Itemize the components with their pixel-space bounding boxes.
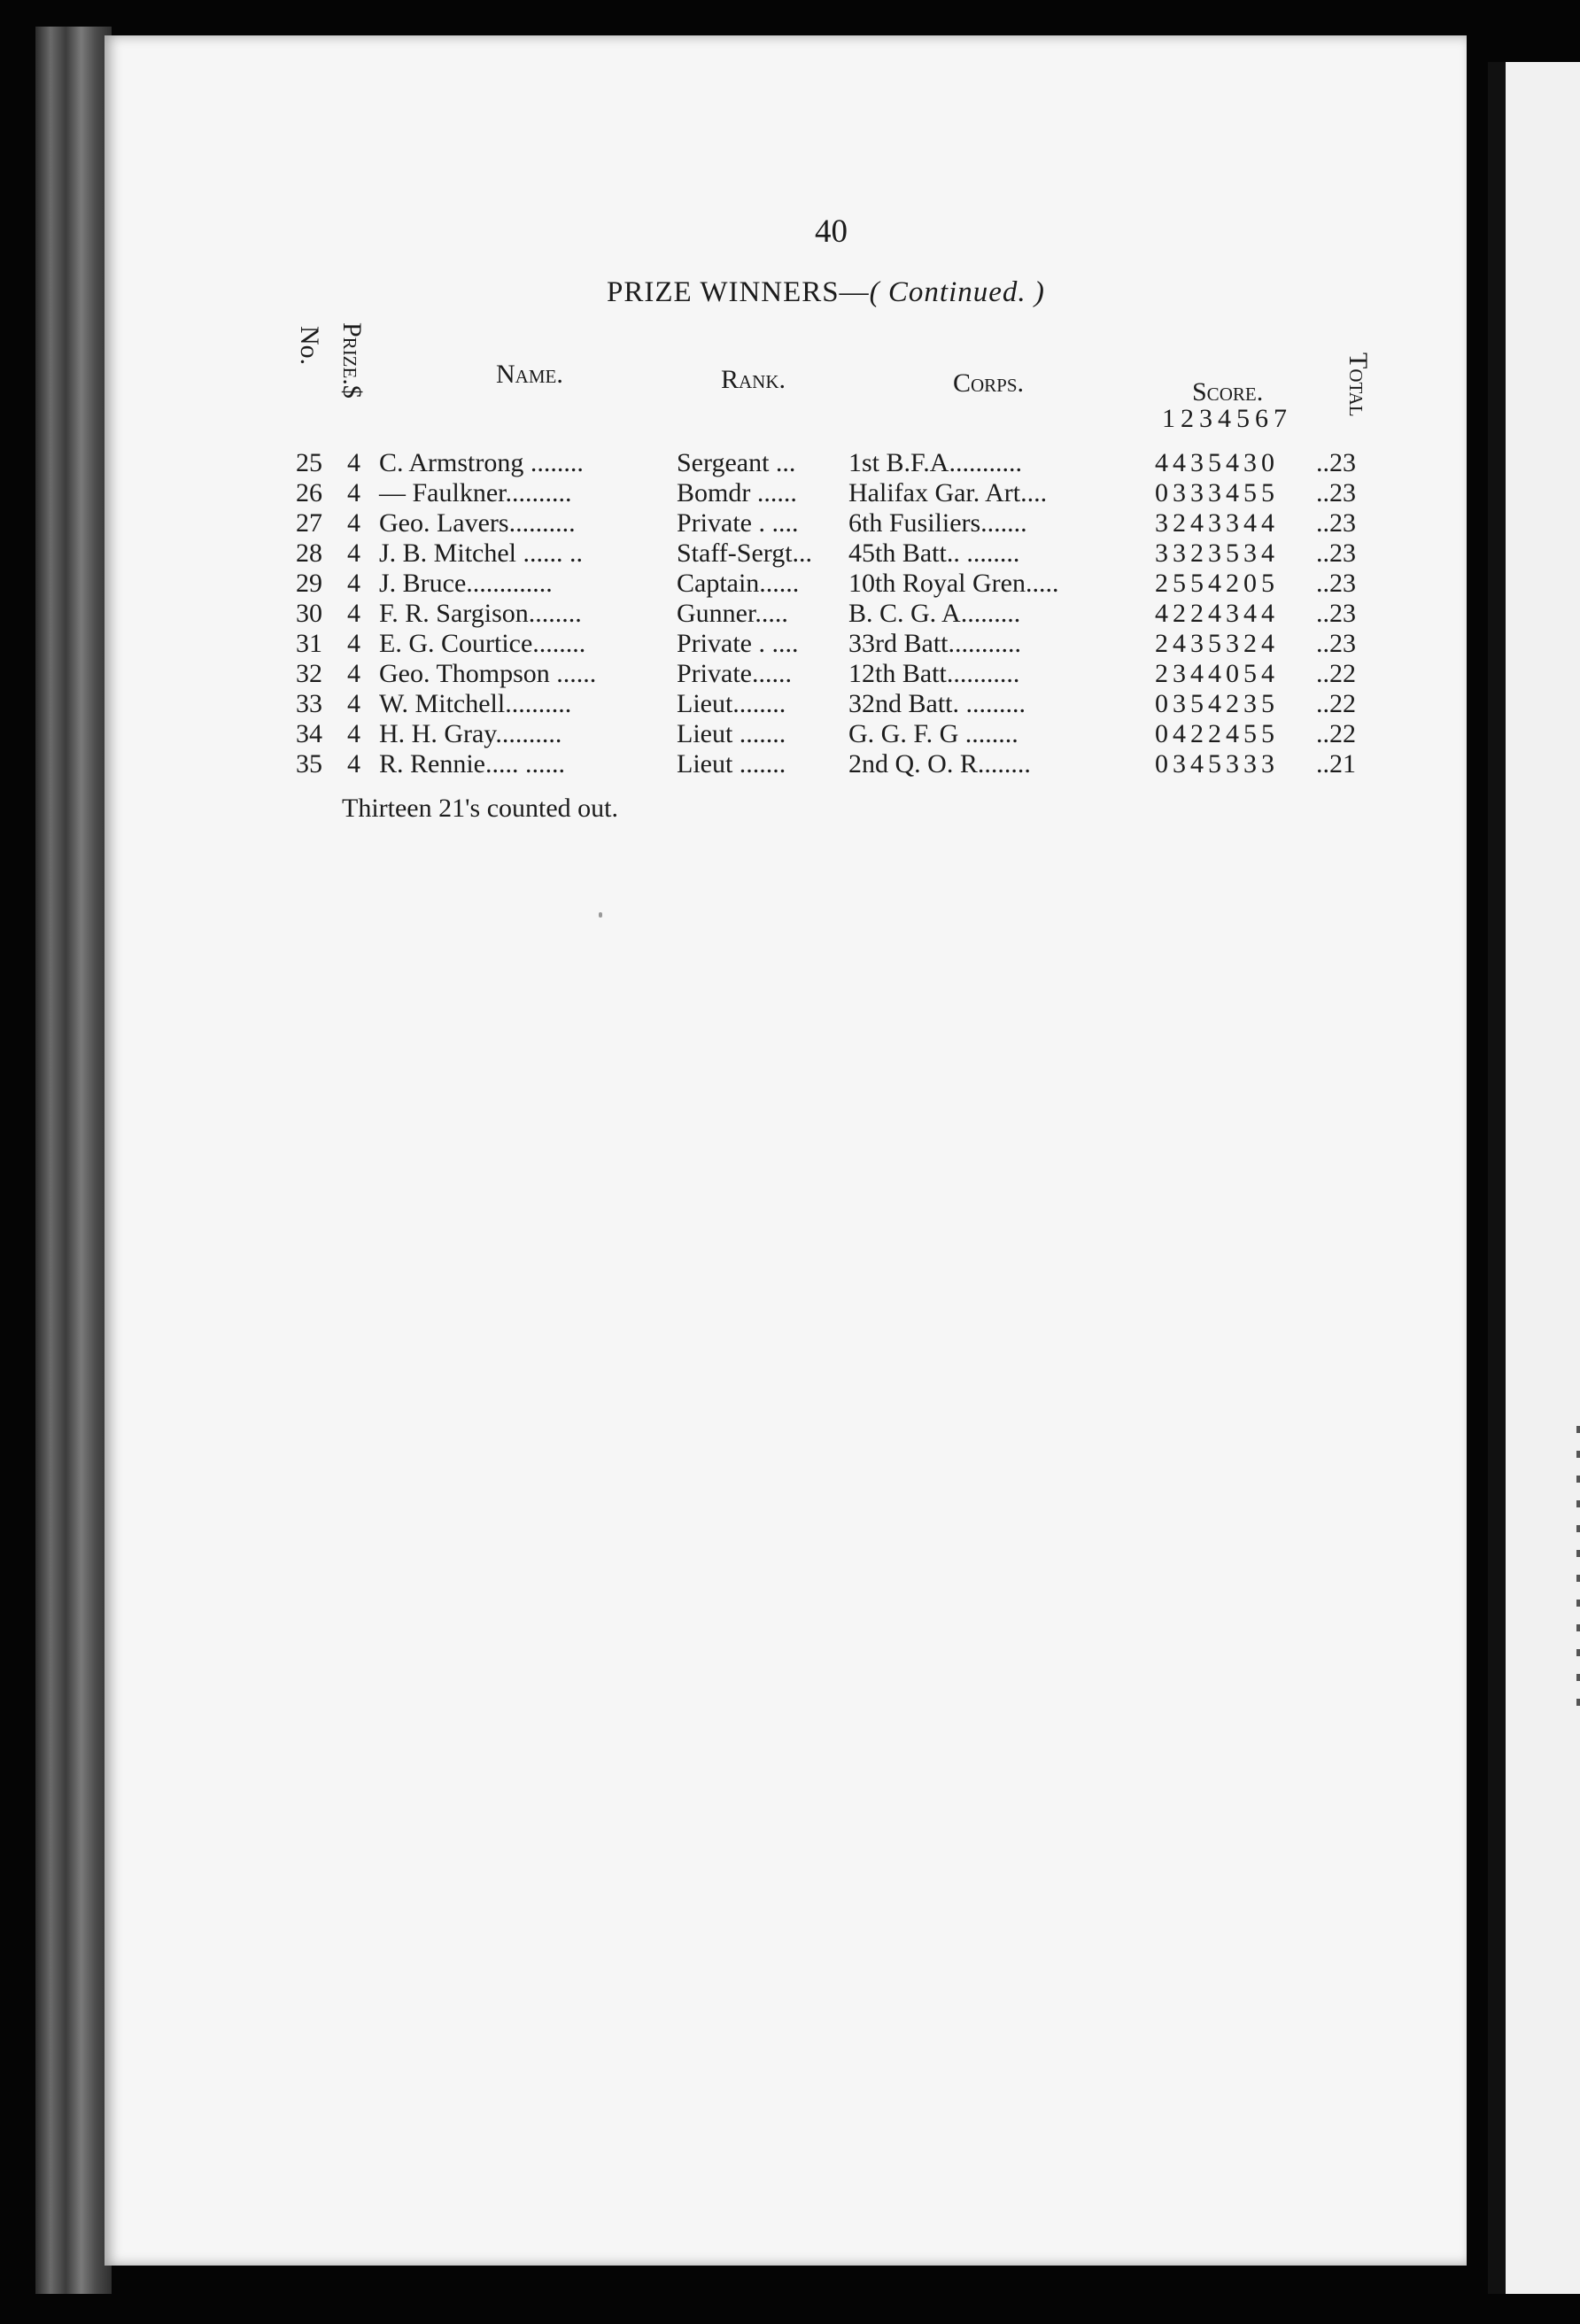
cell-rank: Lieut........ [677, 689, 786, 718]
cell-total: ..23 [1316, 508, 1356, 538]
cell-total: ..23 [1316, 448, 1356, 477]
cell-score: 0345333 [1155, 749, 1279, 779]
column-header-total: Total [1344, 352, 1373, 417]
cell-total: ..23 [1316, 538, 1356, 568]
cell-corps: 2nd Q. O. R........ [848, 749, 1031, 779]
cell-prize: 4 [347, 538, 360, 568]
table-row [0, 569, 1382, 599]
column-header-prize: Prize.$ [337, 322, 367, 399]
cell-name: — Faulkner.......... [379, 478, 572, 507]
cell-rank: Lieut ....... [677, 719, 786, 748]
cell-total: ..23 [1316, 569, 1356, 598]
cell-name: J. Bruce............. [379, 569, 553, 598]
table-row [0, 599, 1382, 629]
cell-corps: 10th Royal Gren..... [848, 569, 1059, 598]
cell-prize: 4 [347, 448, 360, 477]
column-header-rank: Rank. [721, 365, 786, 394]
column-header-no: No. [295, 326, 324, 366]
page-gutter [1488, 62, 1506, 2294]
cell-no: 26 [296, 478, 322, 507]
table-row [0, 448, 1382, 478]
column-header-name: Name. [496, 360, 563, 389]
book-page-edges [35, 27, 112, 2294]
cell-no: 28 [296, 538, 322, 568]
cell-rank: Private . .... [677, 508, 799, 538]
score-shot-numbers: 1234567 [1162, 404, 1292, 433]
cell-name: H. H. Gray.......... [379, 719, 562, 748]
cell-prize: 4 [347, 749, 360, 779]
adjacent-page [1488, 62, 1580, 2294]
cell-no: 27 [296, 508, 322, 538]
page-heading [607, 276, 1045, 309]
heading-title: PRIZE WINNERS— [607, 276, 870, 308]
cell-score: 0333455 [1155, 478, 1279, 507]
cell-rank: Private...... [677, 659, 792, 688]
table-row [0, 749, 1382, 779]
cell-name: Geo. Lavers.......... [379, 508, 576, 538]
cell-no: 32 [296, 659, 322, 688]
cell-name: W. Mitchell.......... [379, 689, 572, 718]
cell-corps: 12th Batt........... [848, 659, 1020, 688]
heading-continued: ( Continued. ) [869, 276, 1045, 308]
cell-no: 29 [296, 569, 322, 598]
cell-prize: 4 [347, 569, 360, 598]
cell-no: 31 [296, 629, 322, 658]
cell-name: F. R. Sargison........ [379, 599, 582, 628]
page-number: 40 [815, 213, 848, 250]
cell-prize: 4 [347, 629, 360, 658]
cell-score: 0354235 [1155, 689, 1279, 718]
cell-total: ..23 [1316, 478, 1356, 507]
cell-no: 30 [296, 599, 322, 628]
column-header-score: Score. [1192, 377, 1264, 407]
cell-score: 2344054 [1155, 659, 1279, 688]
table-row [0, 689, 1382, 719]
cell-no: 25 [296, 448, 322, 477]
paper-speck [599, 912, 602, 918]
cell-rank: Captain...... [677, 569, 800, 598]
cell-prize: 4 [347, 689, 360, 718]
cell-score: 2554205 [1155, 569, 1279, 598]
cell-rank: Sergeant ... [677, 448, 796, 477]
cell-corps: 1st B.F.A........... [848, 448, 1022, 477]
cell-corps: 6th Fusiliers....... [848, 508, 1027, 538]
cell-prize: 4 [347, 659, 360, 688]
cell-score: 2435324 [1155, 629, 1279, 658]
cell-no: 34 [296, 719, 322, 748]
cell-total: ..22 [1316, 719, 1356, 748]
cell-name: Geo. Thompson ...... [379, 659, 597, 688]
cell-prize: 4 [347, 508, 360, 538]
cell-total: ..22 [1316, 659, 1356, 688]
cell-total: ..23 [1316, 629, 1356, 658]
cell-score: 3243344 [1155, 508, 1279, 538]
cell-name: J. B. Mitchel ...... .. [379, 538, 583, 568]
cell-rank: Gunner..... [677, 599, 788, 628]
cell-score: 4224344 [1155, 599, 1279, 628]
cell-prize: 4 [347, 599, 360, 628]
cell-rank: Lieut ....... [677, 749, 786, 779]
table-row [0, 538, 1382, 569]
cell-score: 4435430 [1155, 448, 1279, 477]
cell-no: 33 [296, 689, 322, 718]
cell-rank: Private . .... [677, 629, 799, 658]
table-row [0, 719, 1382, 749]
cell-total: ..23 [1316, 599, 1356, 628]
table-row [0, 659, 1382, 689]
cell-rank: Staff-Sergt... [677, 538, 813, 568]
table-row [0, 629, 1382, 659]
cell-corps: 33rd Batt........... [848, 629, 1021, 658]
cell-corps: 45th Batt.. ........ [848, 538, 1020, 568]
cell-corps: B. C. G. A......... [848, 599, 1021, 628]
cell-name: E. G. Courtice........ [379, 629, 586, 658]
cell-score: 0422455 [1155, 719, 1279, 748]
footer-note: Thirteen 21's counted out. [342, 794, 618, 823]
adjacent-page-marks [1576, 1426, 1580, 1709]
cell-prize: 4 [347, 478, 360, 507]
cell-name: R. Rennie..... ...... [379, 749, 565, 779]
column-header-corps: Corps. [953, 368, 1025, 398]
cell-total: ..21 [1316, 749, 1356, 779]
cell-corps: Halifax Gar. Art.... [848, 478, 1048, 507]
cell-no: 35 [296, 749, 322, 779]
cell-total: ..22 [1316, 689, 1356, 718]
table-row [0, 508, 1382, 538]
cell-score: 3323534 [1155, 538, 1279, 568]
cell-name: C. Armstrong ........ [379, 448, 584, 477]
cell-corps: 32nd Batt. ......... [848, 689, 1026, 718]
cell-prize: 4 [347, 719, 360, 748]
cell-corps: G. G. F. G ........ [848, 719, 1018, 748]
table-row [0, 478, 1382, 508]
cell-rank: Bomdr ...... [677, 478, 797, 507]
